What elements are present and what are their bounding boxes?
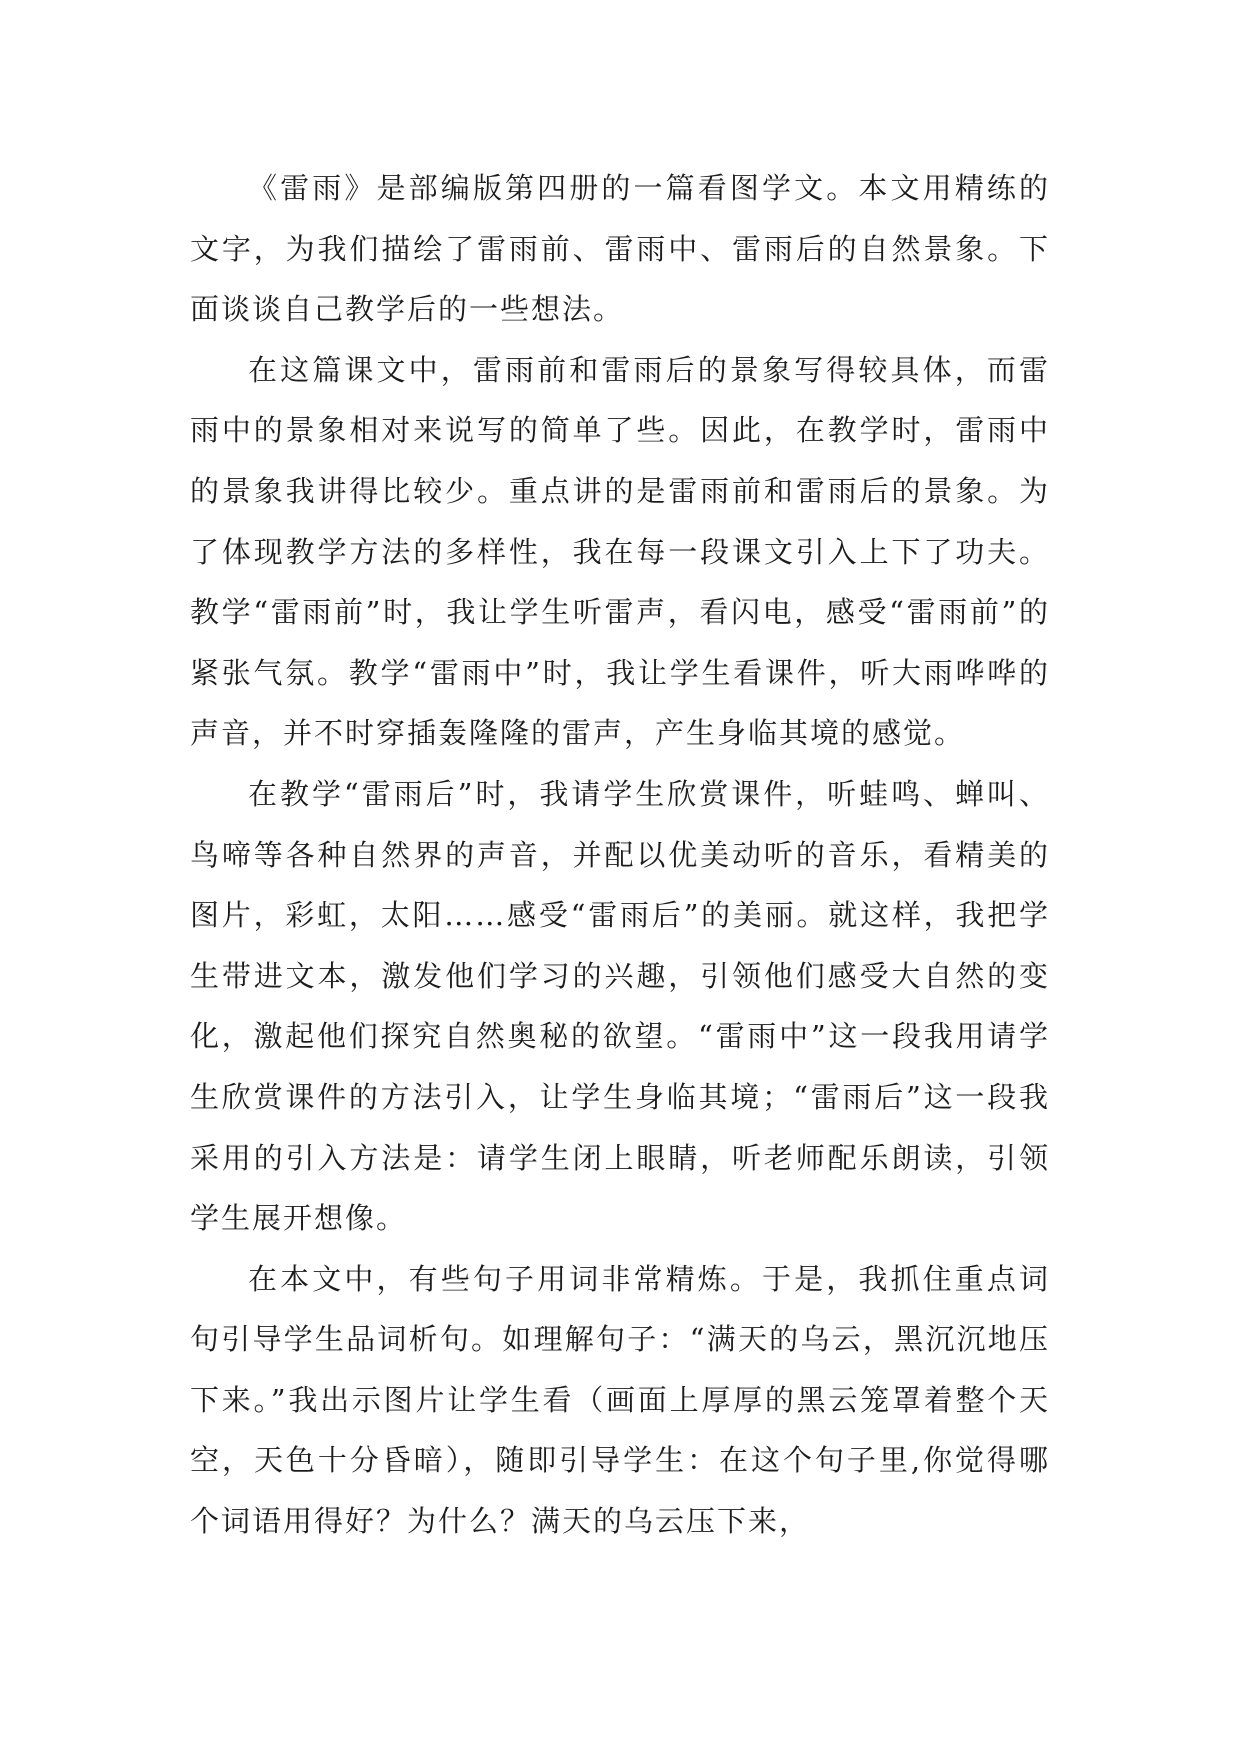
paragraph-1: 《雷雨》是部编版第四册的一篇看图学文。本文用精练的文字，为我们描绘了雷雨前、雷雨中、雷雨后的自然景象。下面谈谈自己教学后的一些想法。 <box>190 171 1050 327</box>
document-body <box>190 158 1050 1552</box>
paragraph-3: 在教学“雷雨后”时，我请学生欣赏课件，听蛙鸣、蝉叫、鸟啼等各种自然界的声音，并配以优美动听的音乐，看精美的图片，彩虹，太阳……感受“雷雨后”的美丽。就这样，我把学生带进文本，激发他们学习的兴趣，引领他们感受大自然的变化，激起他们探究自然奥秘的欲望。“雷雨中”这一段我用请学生欣赏课件的方法引入，让学生身临其境；“雷雨后”这一段我采用的引入方法是：请学生闭上眼睛，听老师配乐朗读，引领学生展开想像。 <box>190 776 1050 1236</box>
paragraph-4: 在本文中，有些句子用词非常精炼。于是，我抓住重点词句引导学生品词析句。如理解句子：“满天的乌云，黑沉沉地压下来。”我出示图片让学生看（画面上厚厚的黑云笼罩着整个天空，天色十分昏暗），随即引导学生：在这个句子里,你觉得哪个词语用得好？为什么？满天的乌云压下来， <box>190 1261 1050 1539</box>
paragraph-2: 在这篇课文中，雷雨前和雷雨后的景象写得较具体，而雷雨中的景象相对来说写的简单了些。因此，在教学时，雷雨中的景象我讲得比较少。重点讲的是雷雨前和雷雨后的景象。为了体现教学方法的多样性，我在每一段课文引入上下了功夫。教学“雷雨前”时，我让学生听雷声，看闪电，感受“雷雨前”的紧张气氛。教学“雷雨中”时，我让学生看课件，听大雨哗哗的声音，并不时穿插轰隆隆的雷声，产生身临其境的感觉。 <box>190 352 1050 751</box>
